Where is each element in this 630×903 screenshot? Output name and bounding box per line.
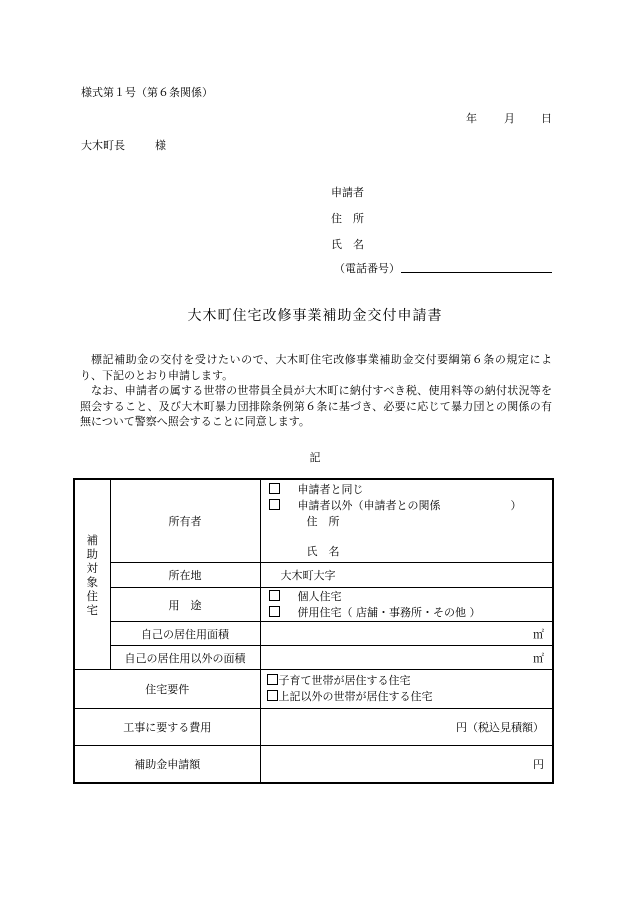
body-paragraph-1: 標記補助金の交付を受けたいので、大木町住宅改修事業補助金交付要綱第６条の規定により、下記のとおり申請します。 (80, 353, 552, 382)
amount-label: 補助金申請額 (74, 746, 260, 783)
housing-req-option-label: 子育て世帯が居住する住宅 (278, 674, 411, 687)
table-row (74, 646, 553, 670)
housing-req-option-label: 上記以外の世帯が居住する住宅 (278, 690, 433, 703)
table-row (74, 670, 553, 709)
cost-unit[interactable]: 円（税込見積額） (260, 709, 553, 746)
owner-cell (260, 479, 553, 563)
group-label-char: 象 (86, 574, 98, 589)
table-row (74, 563, 553, 588)
table-row (74, 588, 553, 622)
addressee-name: 大木町長 (81, 139, 125, 152)
use-option-combined[interactable] (269, 605, 553, 621)
use-option-personal[interactable] (269, 589, 553, 605)
owner-option-same[interactable] (269, 482, 553, 498)
checkbox-icon[interactable] (267, 674, 278, 685)
table-row (74, 479, 553, 563)
checkbox-icon[interactable] (269, 483, 280, 494)
checkbox-icon[interactable] (269, 499, 280, 510)
body-paragraph-2: なお、申請者の属する世帯の世帯員全員が大木町に納付すべき税、使用料等の納付状況等を照会すること、及び大木町暴力団排除条例第６条に基づき、必要に応じて暴力団との関係の有無について警察へ照会することに同意します。 (80, 384, 552, 428)
table-row (74, 709, 553, 746)
applicant-label: 申請者 (331, 186, 364, 199)
addressee (81, 137, 166, 153)
use-cell (260, 588, 553, 622)
owner-option-label: 申請者と同じ (297, 483, 364, 496)
applicant-address-label: 住 所 (331, 212, 364, 225)
owner-option-other[interactable] (269, 498, 553, 514)
body-text (80, 352, 552, 430)
amount-unit[interactable]: 円 (260, 746, 553, 783)
use-label: 用 途 (110, 588, 260, 622)
location-value[interactable]: 大木町大字 (260, 563, 553, 588)
ki-heading: 記 (309, 451, 321, 464)
applicant-phone-label: （電話番号） (334, 262, 400, 275)
housing-req-label: 住宅要件 (74, 670, 260, 709)
housing-req-option-child[interactable] (267, 673, 553, 689)
group-label-char: 住 (86, 588, 98, 603)
housing-req-option-other[interactable] (267, 689, 553, 705)
checkbox-icon[interactable] (269, 606, 280, 617)
housing-req-cell (260, 670, 553, 709)
group-label (74, 479, 110, 670)
residential-area-label: 自己の居住用面積 (110, 622, 260, 646)
addressee-honorific: 様 (155, 139, 166, 152)
group-label-char: 宅 (86, 602, 98, 617)
owner-address-label: 住 所 (306, 515, 340, 528)
page-title: 大木町住宅改修事業補助金交付申請書 (187, 308, 443, 324)
table-row (74, 746, 553, 783)
cost-label: 工事に要する費用 (74, 709, 260, 746)
group-label-char: 補 (86, 532, 98, 547)
use-option-label: 併用住宅（ 店舗・事務所・その他 ） (297, 605, 481, 619)
owner-address-blank[interactable] (269, 530, 553, 544)
application-table (73, 478, 554, 784)
residential-area-unit[interactable]: ㎡ (260, 622, 553, 646)
date-year-label: 年 (466, 112, 477, 125)
date-day-label: 日 (541, 112, 552, 125)
owner-name-label: 氏 名 (306, 545, 340, 558)
non-residential-area-label: 自己の居住用以外の面積 (110, 646, 260, 670)
applicant-name-label: 氏 名 (331, 238, 364, 251)
location-label: 所在地 (110, 563, 260, 588)
owner-label: 所有者 (110, 479, 260, 563)
checkbox-icon[interactable] (267, 690, 278, 701)
phone-input-line[interactable] (401, 272, 552, 273)
non-residential-area-unit[interactable]: ㎡ (260, 646, 553, 670)
group-label-char: 助 (86, 546, 98, 561)
close-paren: ） (510, 499, 522, 512)
group-label-char: 対 (86, 560, 98, 575)
checkbox-icon[interactable] (269, 590, 280, 601)
date-month-label: 月 (504, 112, 515, 125)
table-row (74, 622, 553, 646)
use-option-label: 個人住宅 (297, 589, 342, 603)
form-number: 様式第１号（第６条関係） (81, 86, 213, 99)
owner-option-label: 申請者以外（申請者との関係 (297, 499, 441, 512)
